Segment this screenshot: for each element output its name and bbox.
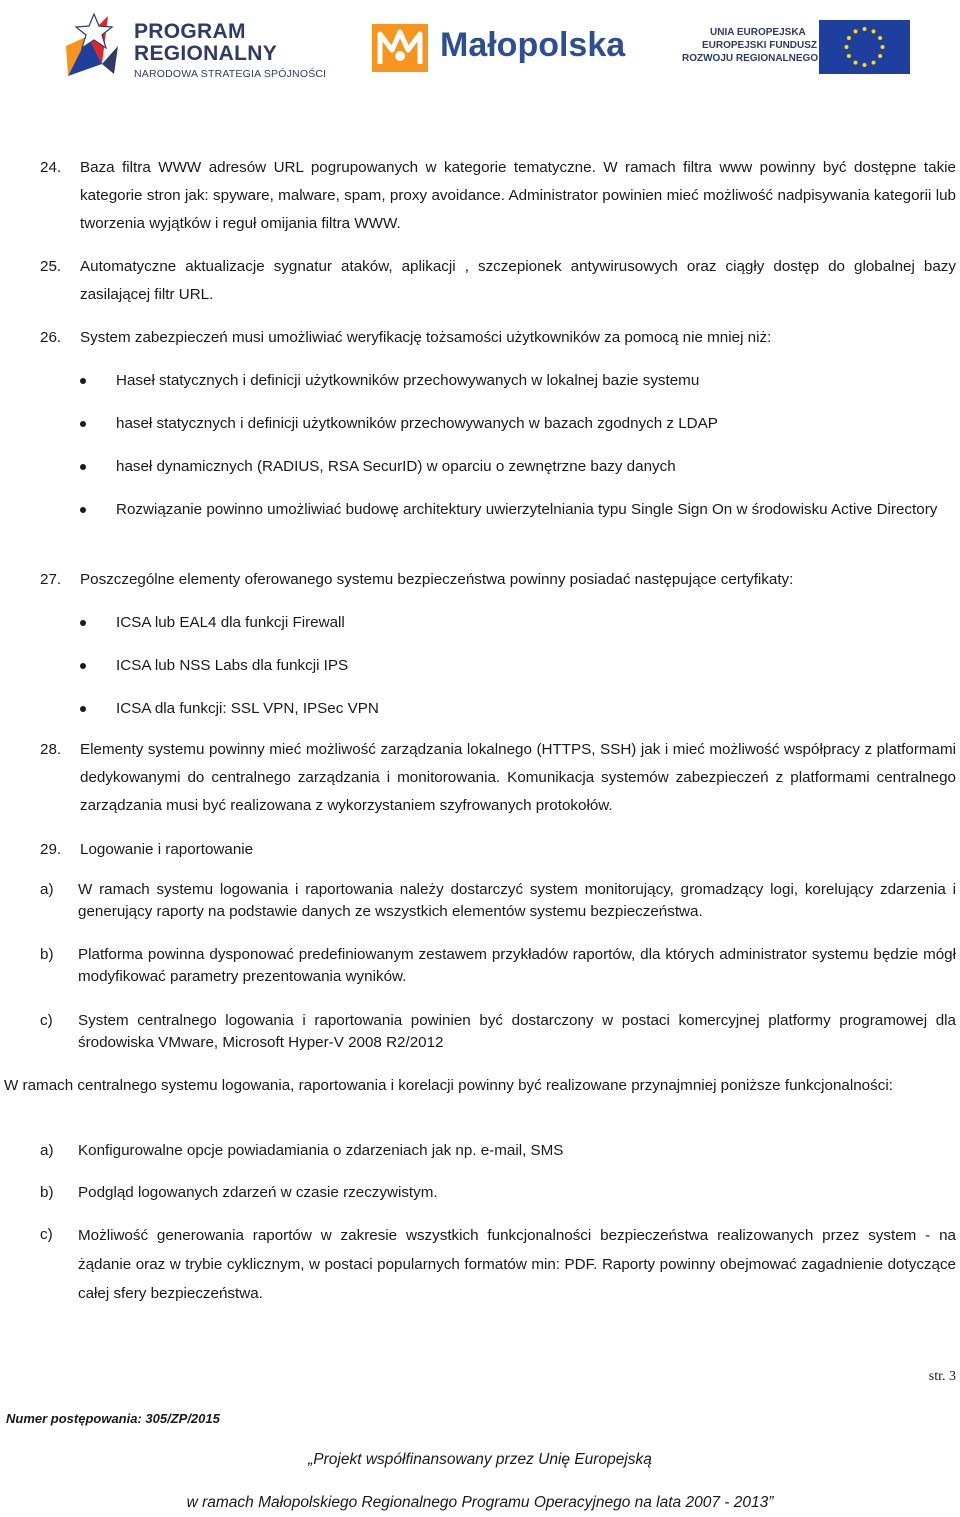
malopolska-logo: [370, 20, 645, 76]
item-29-a-letter: a): [40, 881, 54, 898]
central-b-text: Podgląd logowanych zdarzeń w czasie rzeczywistym.: [78, 1184, 438, 1201]
item-29-b-letter: b): [40, 946, 54, 963]
eu-text-line2: EUROPEJSKI FUNDUSZ: [702, 40, 818, 51]
item-27-bullet-3: ICSA dla funkcji: SSL VPN, IPSec VPN: [116, 700, 379, 717]
item-28-number: 28.: [40, 741, 62, 758]
item-29-b-text: Platforma powinna dysponować predefiniowanym zestawem przykładów raportów, dla których administrator systemu będzie mógł modyfikować parametry prezentowania wyników.: [78, 946, 956, 985]
bullet-icon: [80, 706, 86, 712]
item-29-a-text: W ramach systemu logowania i raportowania należy dostarczyć system monitorujący, gromadzący logi, korelujący zdarzenia i generujący raporty na podstawie danych ze wszystkich elementów systemu bezpieczeństwa.: [78, 881, 956, 920]
eu-text: [682, 26, 818, 65]
item-26-number: 26.: [40, 329, 62, 346]
program-regionalny-emblem-icon: [58, 6, 134, 82]
malopolska-emblem-icon: [370, 20, 432, 76]
item-26-bullet-3: haseł dynamicznych (RADIUS, RSA SecurID) w oparciu o zewnętrzne bazy danych: [116, 458, 676, 475]
eu-text-line1: UNIA EUROPEJSKA: [710, 27, 806, 38]
item-29-text: Logowanie i raportowanie: [80, 841, 254, 858]
bullet-icon: [80, 378, 86, 384]
item-27-text: Poszczególne elementy oferowanego systemu bezpieczeństwa powinny posiadać następujące certyfikaty:: [80, 571, 794, 588]
program-regionalny-title: [134, 21, 277, 65]
bullet-icon: [80, 620, 86, 626]
footer-line-1: „Projekt współfinansowany przez Unię Europejską: [308, 1451, 652, 1468]
central-c-text: Możliwość generowania raportów w zakresie wszystkich funkcjonalności bezpieczeństwa realizowanych przez system - na żądanie oraz w trybie cyklicznym, w postaci popularnych formatów min: PDF. Raporty powinny obejmować zagadnienie dotyczące całej sfery bezpieczeństwa.: [78, 1227, 956, 1302]
bullet-icon: [80, 421, 86, 427]
item-26-text: System zabezpieczeń musi umożliwiać weryfikację tożsamości użytkowników za pomocą nie mniej niż:: [80, 329, 772, 346]
bullet-icon: [80, 507, 86, 513]
item-27-bullet-2: ICSA lub NSS Labs dla funkcji IPS: [116, 657, 349, 674]
item-29-c-letter: c): [40, 1012, 53, 1029]
item-26-bullet-2: haseł statycznych i definicji użytkowników przechowywanych w bazach zgodnych z LDAP: [116, 415, 718, 432]
central-a-text: Konfigurowalne opcje powiadamiania o zdarzeniach jak np. e-mail, SMS: [78, 1142, 564, 1159]
item-29-number: 29.: [40, 841, 62, 858]
item-26-bullet-1: Haseł statycznych i definicji użytkowników przechowywanych w lokalnej bazie systemu: [116, 372, 700, 389]
item-25-text: Automatyczne aktualizacje sygnatur ataków, aplikacji , szczepionek antywirusowych oraz ciągły dostęp do globalnej bazy zasilającej filtr URL.: [80, 258, 956, 303]
item-25-number: 25.: [40, 258, 62, 275]
eu-text-line3: ROZWOJU REGIONALNEGO: [682, 53, 819, 64]
program-regionalny-logo: [58, 6, 338, 82]
central-intro: W ramach centralnego systemu logowania, raportowania i korelacji powinny być realizowane przynajmniej poniższe funkcjonalności:: [4, 1077, 893, 1094]
malopolska-wordmark: Małopolska: [440, 26, 626, 64]
program-title-line1: PROGRAM: [134, 20, 246, 43]
item-27-number: 27.: [40, 571, 62, 588]
eu-flag-icon: [819, 20, 910, 74]
eu-logo: [682, 20, 910, 74]
item-28-text: Elementy systemu powinny mieć możliwość zarządzania lokalnego (HTTPS, SSH) jak i mieć możliwość współpracy z platformami dedykowanymi do centralnego zarządzania i monitorowania. Komunikacja systemów zabezpieczeń z platformami centralnego zarządzania musi być realizowana z wykorzystaniem szyfrowanych protokołów.: [80, 741, 956, 814]
item-26-bullet-4: Rozwiązanie powinno umożliwiać budowę architektury uwierzytelniania typu Single Sign On w środowisku Active Directory: [116, 501, 938, 518]
item-27-bullet-1: ICSA lub EAL4 dla funkcji Firewall: [116, 614, 345, 631]
bullet-icon: [80, 663, 86, 669]
page-number: str. 3: [928, 1369, 956, 1384]
case-number: Numer postępowania: 305/ZP/2015: [6, 1411, 220, 1426]
central-a-letter: a): [40, 1142, 54, 1159]
central-b-letter: b): [40, 1184, 54, 1201]
program-title-line2: REGIONALNY: [134, 42, 278, 65]
bullet-icon: [80, 464, 86, 470]
program-subtitle: NARODOWA STRATEGIA SPÓJNOŚCI: [134, 68, 327, 80]
item-24-number: 24.: [40, 159, 62, 176]
footer-line-2: w ramach Małopolskiego Regionalnego Programu Operacyjnego na lata 2007 - 2013”: [186, 1494, 774, 1511]
item-24-text: Baza filtra WWW adresów URL pogrupowanych w kategorie tematyczne. W ramach filtra www powinny być dostępne takie kategorie stron jak: spyware, malware, spam, proxy avoidance. Administrator powinien mieć możliwość nadpisywania kategorii lub tworzenia wyjątków i reguł omijania filtra WWW.: [80, 159, 956, 232]
item-29-c-text: System centralnego logowania i raportowania powinien być dostarczony w postaci komercyjnej platformy programowej dla środowiska VMware, Microsoft Hyper-V 2008 R2/2012: [78, 1012, 956, 1051]
central-c-letter: c): [40, 1226, 53, 1243]
